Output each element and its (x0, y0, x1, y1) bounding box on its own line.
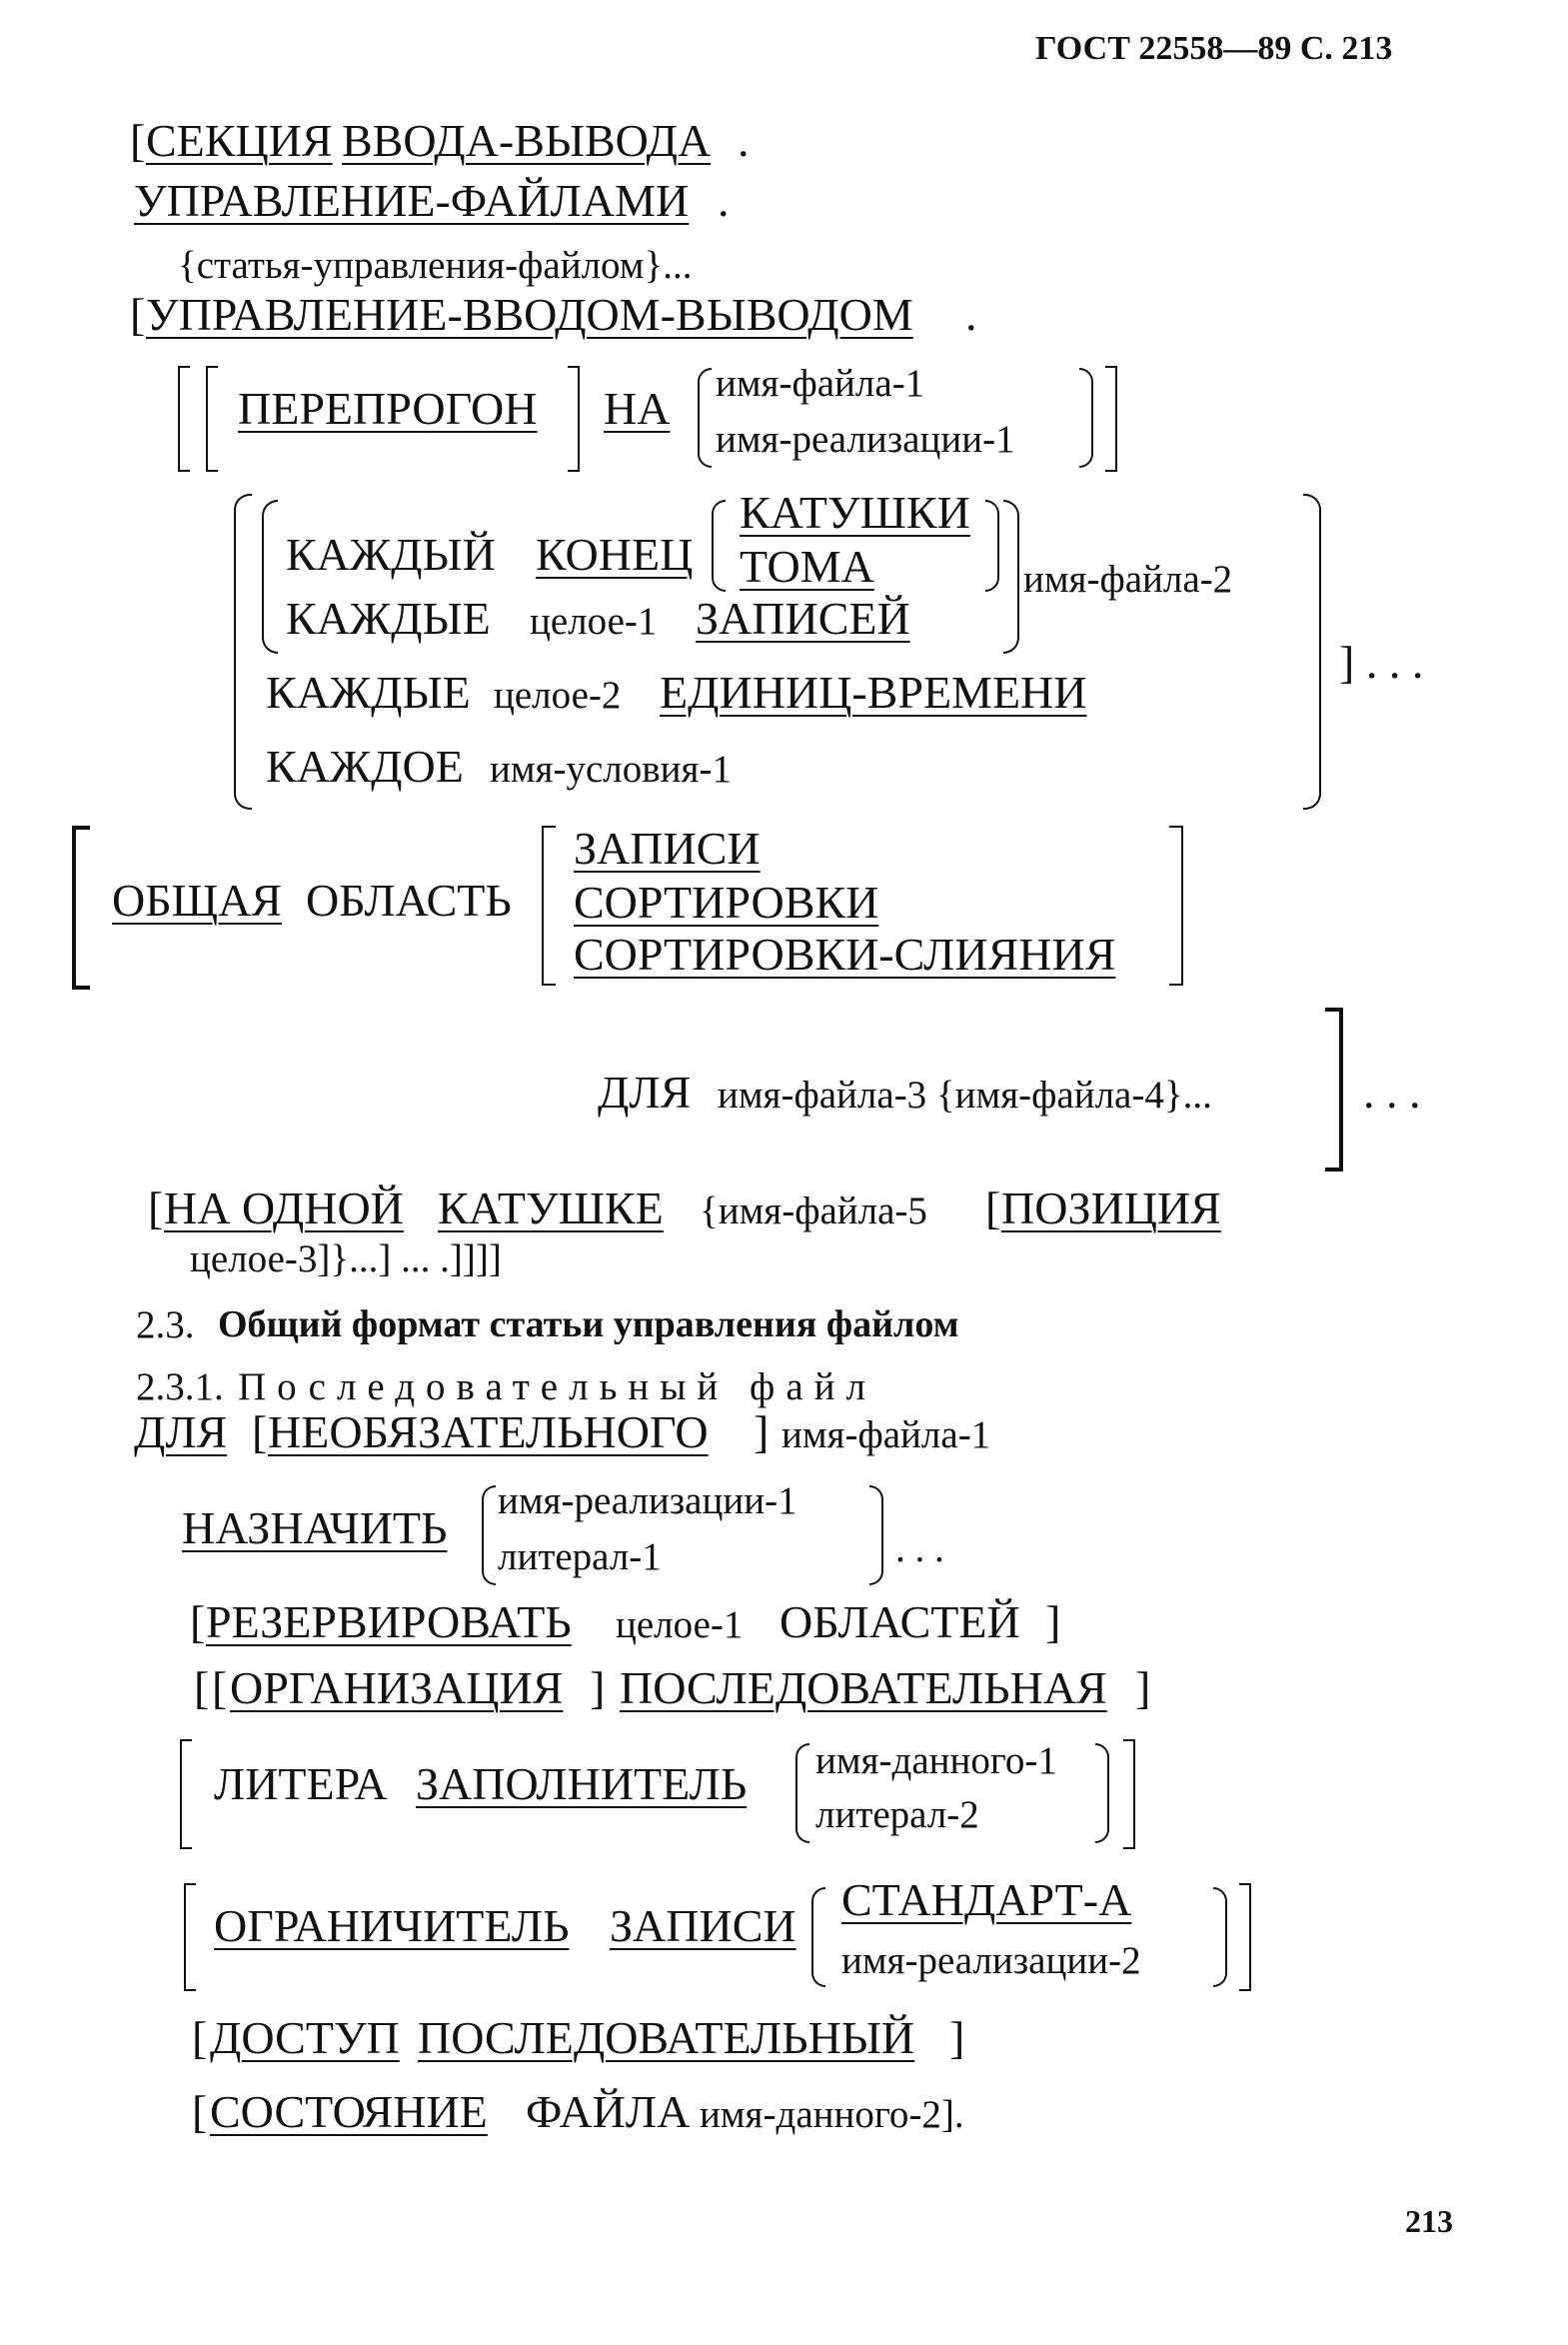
brace-right (869, 1485, 883, 1585)
bracket-right (1239, 1883, 1251, 1991)
bracket-open: [ (130, 115, 146, 166)
keyword-zapolnitel: ЗАПОЛНИТЕЛЬ (416, 1758, 748, 1809)
keyword-oblastei: ОБЛАСТЕЙ (780, 1596, 1020, 1647)
keyword-na-odnoi: НА ОДНОЙ (164, 1182, 404, 1233)
imya-faila-1: имя-файла-1 (716, 362, 925, 405)
bracket-close: ] (590, 1662, 606, 1713)
celoe-2: целое-2 (494, 674, 622, 717)
brace-left-inner (262, 500, 278, 654)
statya-upravleniya-failom: {статья-управления-файлом}... (178, 244, 693, 287)
bracket-open: [ (192, 2086, 208, 2137)
repeat-dots: . . . (895, 1527, 944, 1570)
keyword-litera: ЛИТЕРА (214, 1758, 388, 1809)
literal-2: литерал-2 (815, 1793, 979, 1836)
keyword-zapisei: ЗАПИСЕЙ (696, 593, 910, 644)
section-number: 2.3. (136, 1303, 195, 1346)
celoe-1: целое-1 (530, 600, 658, 643)
keyword-kazhdye: КАЖДЫЕ (286, 593, 491, 644)
brace-left (795, 1743, 809, 1843)
keyword-upravlenie-vvodom-vyvodom: УПРАВЛЕНИЕ-ВВОДОМ-ВЫВОДОМ (146, 289, 913, 340)
imya-faila-5: {имя-файла-5 (700, 1189, 927, 1232)
bracket-left-inner (206, 366, 218, 472)
bracket-right (1123, 1739, 1135, 1849)
bracket-open: [ (148, 1182, 164, 1233)
brace-left (811, 1887, 825, 1987)
bracket-open: [ (192, 2012, 208, 2063)
bracket-right (568, 366, 580, 472)
keyword-sostoyanie: СОСТОЯНИЕ (210, 2086, 488, 2137)
keyword-poziciya: ПОЗИЦИЯ (1001, 1182, 1221, 1233)
bracket-open: [ (252, 1406, 268, 1457)
keyword-dlya: ДЛЯ (134, 1406, 228, 1457)
bracket-open: [ (190, 1596, 206, 1647)
keyword-organizaciya: ОРГАНИЗАЦИЯ (230, 1662, 564, 1713)
section-heading: Общий формат статьи управления файлом (218, 1303, 959, 1345)
brace-right (1095, 1743, 1109, 1843)
imya-realizacii-1: имя-реализации-1 (498, 1479, 797, 1522)
bracket-right-outer (1105, 366, 1117, 472)
celoe-1: целое-1 (616, 1603, 744, 1646)
brace-left (482, 1485, 496, 1585)
keyword-posledovatelnaya: ПОСЛЕДОВАТЕЛЬНАЯ (620, 1662, 1107, 1713)
brace-right (1213, 1887, 1227, 1987)
subsection-number: 2.3.1. (136, 1365, 224, 1408)
bracket-close: ] (1135, 1662, 1151, 1713)
keyword-na: НА (604, 383, 671, 434)
brace-left-large (234, 494, 252, 810)
bracket-left (180, 1739, 192, 1849)
brace-right (1079, 368, 1093, 468)
imya-realizacii-1: имя-реализации-1 (716, 418, 1015, 461)
keyword-rezervirovat: РЕЗЕРВИРОВАТЬ (206, 1596, 572, 1647)
keyword-standart-a: СТАНДАРТ-А (841, 1874, 1132, 1925)
celoe-3-tail: целое-3]}...] ... .]]]] (190, 1237, 502, 1280)
keyword-faila: ФАЙЛА (526, 2086, 691, 2137)
keyword-zapisi: ЗАПИСИ (610, 1900, 796, 1951)
keyword-neobyazatelnogo: НЕОБЯЗАТЕЛЬНОГО (268, 1406, 709, 1457)
bracket-left (542, 826, 556, 986)
keyword-zapisi: ЗАПИСИ (574, 823, 761, 874)
repeat-tail: ] . . . (1339, 637, 1424, 688)
bracket-left-outer (178, 366, 190, 472)
period: . (738, 115, 750, 166)
keyword-dostup: ДОСТУП (210, 2012, 400, 2063)
subsection-title: Последовательный файл (238, 1365, 876, 1408)
keyword-kazhdyi: КАЖДЫЙ (286, 529, 496, 580)
period: . (718, 175, 730, 226)
keyword-katushki: КАТУШКИ (740, 487, 970, 538)
brace-left (698, 368, 712, 468)
imya-faila-2: имя-файла-2 (1023, 558, 1233, 601)
bracket-right (1169, 826, 1183, 986)
period: . (965, 289, 977, 340)
brace-right-inner (1003, 500, 1019, 654)
imya-dannogo-1: имя-данного-1 (815, 1739, 1057, 1782)
imya-faila-1: имя-файла-1 (782, 1413, 991, 1456)
keyword-oblast: ОБЛАСТЬ (306, 875, 512, 926)
bracket-left (184, 1883, 196, 1991)
imya-faila-3-4: имя-файла-3 {имя-файла-4}... (718, 1074, 1212, 1117)
keyword-kazhdye: КАЖДЫЕ (266, 667, 471, 718)
literal-1: литерал-1 (498, 1535, 662, 1578)
keyword-pereprogon: ПЕРЕПРОГОН (238, 383, 538, 434)
page-number: 213 (1405, 2203, 1453, 2239)
brace-right-small (985, 500, 999, 592)
keyword-dlya: ДЛЯ (598, 1067, 692, 1118)
imya-usloviya-1: имя-условия-1 (490, 748, 732, 791)
keyword-kazhdoe: КАЖДОЕ (266, 741, 464, 792)
bracket-open: [ (985, 1182, 1001, 1233)
imya-dannogo-2: имя-данного-2]. (700, 2093, 964, 2136)
imya-realizacii-2: имя-реализации-2 (841, 1939, 1141, 1982)
page-header: ГОСТ 22558—89 С. 213 (1035, 30, 1393, 67)
keyword-upravlenie-failami: УПРАВЛЕНИЕ-ФАЙЛАМИ (134, 175, 690, 226)
keyword-konec: КОНЕЦ (536, 529, 694, 580)
bracket-close: ] (754, 1406, 770, 1457)
bracket-close: ] (949, 2012, 965, 2063)
keyword-ogranichitel: ОГРАНИЧИТЕЛЬ (214, 1900, 570, 1951)
keyword-sekciya: СЕКЦИЯ (146, 115, 333, 166)
keyword-katushke: КАТУШКЕ (438, 1182, 664, 1233)
keyword-sortirovki: СОРТИРОВКИ (574, 877, 879, 928)
brace-left-small (712, 500, 726, 592)
keyword-toma: ТОМА (740, 541, 874, 592)
keyword-posledovatelnyi: ПОСЛЕДОВАТЕЛЬНЫЙ (418, 2012, 915, 2063)
bracket-right-large (1325, 1008, 1343, 1172)
bracket-open: [ (194, 1662, 210, 1713)
bracket-open: [ (212, 1662, 228, 1713)
bracket-close: ] (1045, 1596, 1061, 1647)
brace-right-large (1303, 494, 1321, 810)
bracket-open: [ (130, 289, 146, 340)
keyword-vvoda-vyvoda: ВВОДА-ВЫВОДА (342, 115, 712, 166)
keyword-obshaya: ОБЩАЯ (112, 875, 282, 926)
bracket-left-large (72, 826, 90, 990)
repeat-tail: . . . (1363, 1067, 1421, 1118)
keyword-sortirovki-sliyaniya: СОРТИРОВКИ-СЛИЯНИЯ (574, 929, 1116, 980)
keyword-edinic-vremeni: ЕДИНИЦ-ВРЕМЕНИ (660, 667, 1087, 718)
keyword-naznachit: НАЗНАЧИТЬ (182, 1502, 448, 1553)
